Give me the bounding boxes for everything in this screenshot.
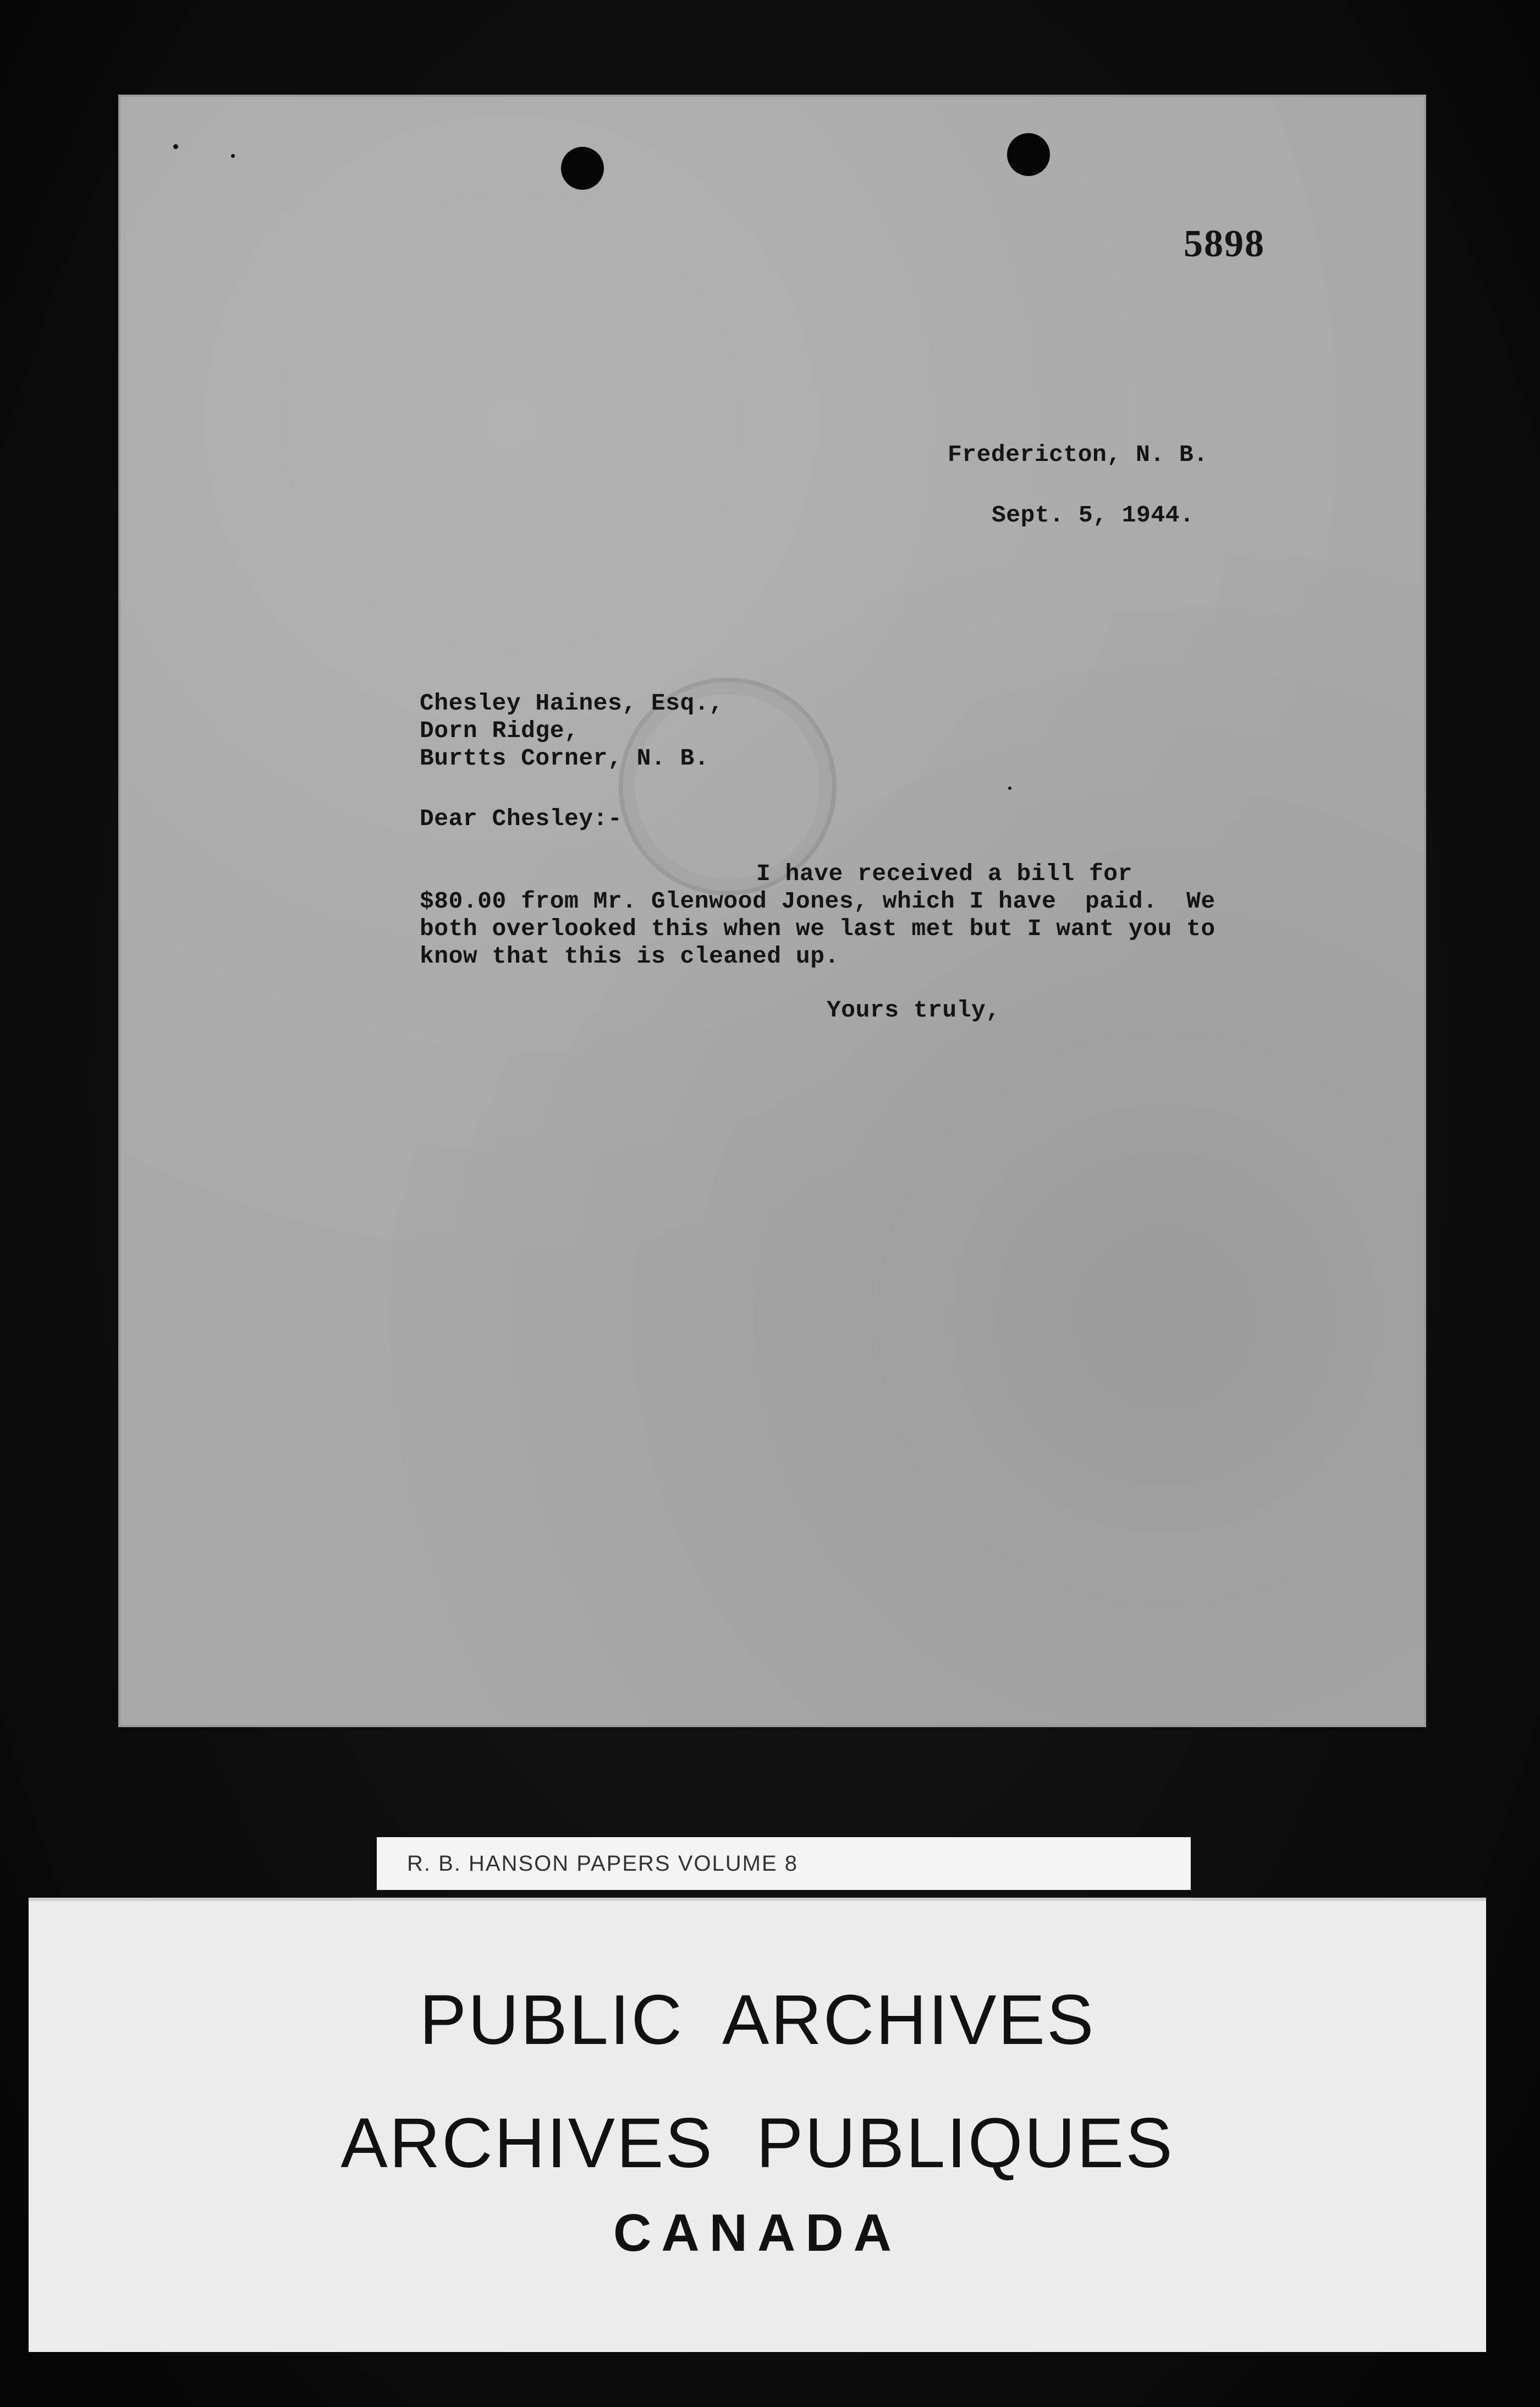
- dust-speck: [231, 154, 235, 158]
- body-line: both overlooked this when we last met but I want you to: [420, 915, 1216, 942]
- archive-name-french: ARCHIVES PUBLIQUES: [340, 2104, 1174, 2183]
- archive-name-english: PUBLIC ARCHIVES: [419, 1981, 1096, 2059]
- address-line: Burtts Corner, N. B.: [420, 745, 710, 772]
- salutation: Dear Chesley:-: [420, 805, 623, 832]
- punch-hole-right: [1007, 133, 1050, 176]
- body-line: $80.00 from Mr. Glenwood Jones, which I have paid. We: [420, 888, 1216, 915]
- letter-sheet: [118, 95, 1426, 1727]
- page-number: 5898: [1184, 223, 1265, 265]
- punch-hole-left: [561, 147, 604, 190]
- closing: Yours truly,: [827, 997, 1000, 1024]
- volume-label: R. B. HANSON PAPERS VOLUME 8: [407, 1851, 798, 1876]
- letter-date: Sept. 5, 1944.: [992, 502, 1195, 529]
- body-line: I have received a bill for: [756, 860, 1132, 887]
- dust-speck: [1008, 787, 1011, 790]
- address-line: Dorn Ridge,: [420, 717, 579, 744]
- body-line: know that this is cleaned up.: [420, 943, 839, 970]
- watermark: [139, 535, 1412, 700]
- address-line: Chesley Haines, Esq.,: [420, 690, 724, 717]
- dust-speck: [173, 144, 178, 149]
- letter-place: Fredericton, N. B.: [948, 441, 1208, 468]
- archive-country: CANADA: [613, 2203, 901, 2262]
